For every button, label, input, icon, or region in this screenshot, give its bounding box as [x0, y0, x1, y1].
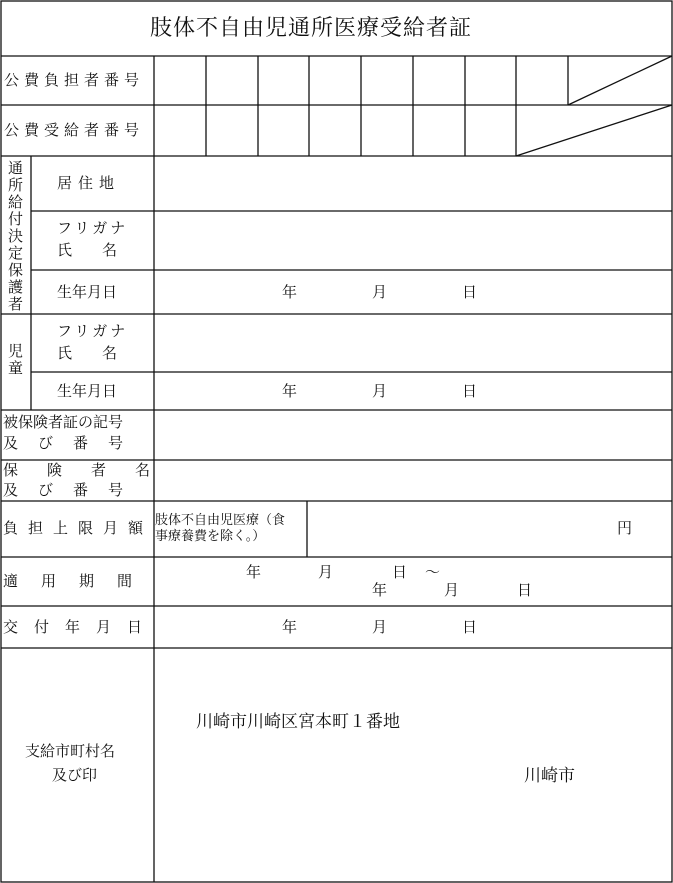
- guardian-birth-month: 月: [372, 283, 388, 301]
- form-title: 肢体不自由児通所医療受給者証: [150, 16, 473, 41]
- period-tilde: ～: [425, 563, 441, 581]
- insurance-card-label-1: 被保険者証の記号: [3, 413, 124, 431]
- recipient-number-label-text: 公費受給者番号: [4, 121, 145, 139]
- payer-number-label-text: 公費負担者番号: [4, 71, 145, 89]
- yen-unit: 円: [617, 519, 633, 537]
- issue-year: 年: [282, 618, 298, 636]
- limit-item-line1: 肢体不自由児医療（食: [155, 513, 286, 528]
- period-start-day: 日: [392, 563, 408, 581]
- child-furigana-label: フリガナ: [57, 322, 129, 340]
- guardian-birth-year: 年: [282, 283, 298, 301]
- child-section-label: 児童: [8, 342, 24, 377]
- period-label: 適用期間: [3, 572, 156, 590]
- guardian-birth-day: 日: [462, 283, 478, 301]
- issue-date-label: 交付年月日: [3, 618, 159, 636]
- guardian-name-label: 氏 名: [57, 241, 118, 259]
- limit-item-line2: 事療養費を除く。）: [155, 529, 266, 544]
- recipient-number-label: [4, 123, 152, 138]
- child-birth-month: 月: [372, 382, 388, 400]
- period-end-year: 年: [372, 581, 388, 599]
- limit-label: 負担上限月額: [3, 519, 154, 537]
- payer-number-label: [4, 73, 152, 88]
- guardian-birth-label: 生年月日: [57, 283, 118, 301]
- child-name-label: 氏 名: [57, 344, 118, 362]
- child-birth-day: 日: [462, 382, 478, 400]
- municipality-label-1: 支給市町村名: [25, 742, 116, 760]
- guardian-address-label: 居住地: [57, 174, 121, 192]
- insurer-label-2: 及び番号: [3, 481, 144, 499]
- issue-day: 日: [462, 618, 478, 636]
- insurance-card-label-2: 及び番号: [3, 434, 144, 452]
- child-birth-label: 生年月日: [57, 382, 118, 400]
- insurer-label-1: 保険者名: [3, 461, 180, 479]
- period-start-month: 月: [318, 563, 334, 581]
- issue-month: 月: [372, 618, 388, 636]
- municipality-address: 川崎市川崎区宮本町１番地: [196, 712, 400, 732]
- guardian-section-label: 通所給付決定保護者: [8, 159, 24, 313]
- period-end-month: 月: [444, 581, 460, 599]
- municipality-name: 川崎市: [524, 766, 575, 786]
- guardian-furigana-label: フリガナ: [57, 219, 129, 237]
- child-birth-year: 年: [282, 382, 298, 400]
- period-end-day: 日: [517, 581, 533, 599]
- municipality-label-2: 及び印: [52, 766, 98, 784]
- period-start-year: 年: [246, 563, 262, 581]
